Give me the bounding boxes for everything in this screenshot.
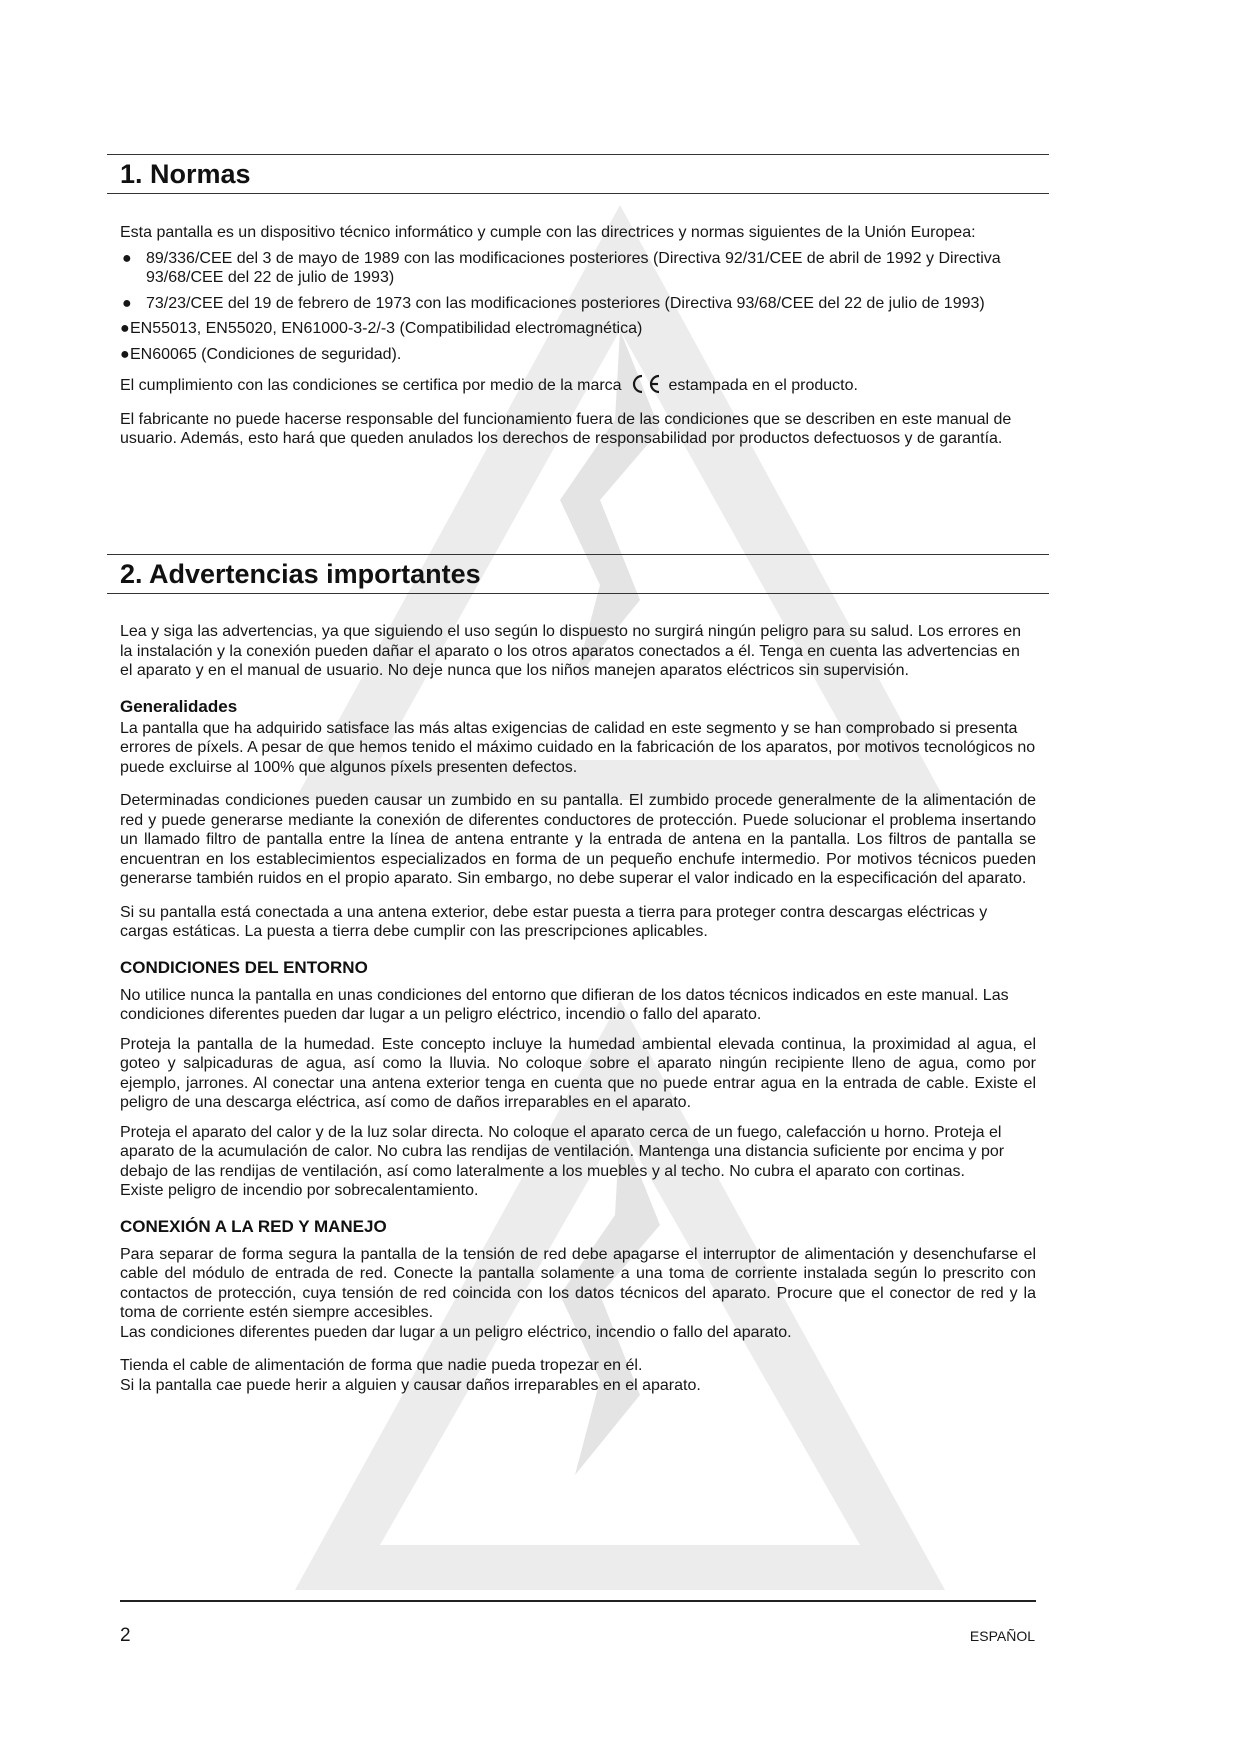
normas-intro: Esta pantalla es un dispositivo técnico informático y cumple con las directrices y normas siguientes de la Unión Europea: bbox=[120, 224, 976, 241]
entorno-paragraph: Existe peligro de incendio por sobrecalentamiento. bbox=[120, 1182, 479, 1199]
entorno-heading: CONDICIONES DEL ENTORNO bbox=[120, 957, 368, 977]
section-2-header bbox=[107, 554, 1049, 594]
conexion-paragraph: Tienda el cable de alimentación de forma que nadie pueda tropezar en él. bbox=[120, 1357, 643, 1374]
normas-bullet: ● 73/23/CEE del 19 de febrero de 1973 con las modificaciones posteriores (Directiva 93/68/CEE del 22 de julio de 1993) bbox=[122, 294, 985, 312]
section-1-header bbox=[107, 154, 1049, 194]
generalidades-paragraph: Si su pantalla está conectada a una antena exterior, debe estar puesta a tierra para proteger contra descargas eléctricas y cargas estáticas. La puesta a tierra debe cumplir con las prescripciones aplicables. bbox=[120, 903, 988, 940]
section-2-title: 2. Advertencias importantes bbox=[120, 559, 481, 589]
bullet-icon: ● bbox=[120, 345, 130, 363]
entorno-paragraph: No utilice nunca la pantalla en unas condiciones del entorno que difieran de los datos técnicos indicados en este manual. Las condiciones diferentes pueden dar lugar a un peligro eléctrico, incendio o fallo del aparato. bbox=[120, 986, 1009, 1023]
normas-bullet: ● 89/336/CEE del 3 de mayo de 1989 con las modificaciones posteriores (Directiva 92/31/CEE de abril de 1992 y Directiva 93/68/CEE del 22 de julio de 1993) bbox=[122, 249, 1001, 286]
generalidades-heading: Generalidades bbox=[120, 696, 238, 716]
language-label: ESPAÑOL bbox=[969, 1628, 1035, 1644]
normas-bullet-compact: ● EN55013, EN55020, EN61000-3-2/-3 (Compatibilidad electromagnética) bbox=[120, 320, 643, 337]
entorno-paragraph: Proteja la pantalla de la humedad. Este concepto incluye la humedad ambiental elevada continua, la proximidad al agua, el goteo y salpicaduras de agua, así como la lluvia. No coloque sobre el aparato ningún recipiente lleno de agua, como por ejemplo, jarrones. Al conectar una antena exterior tenga en cuenta que no puede entrar agua en la entrada de cable. Existe el peligro de una descarga eléctrica, así como de daños irreparables en el aparato. bbox=[120, 1035, 1036, 1111]
generalidades-paragraph: Determinadas condiciones pueden causar un zumbido en su pantalla. El zumbido procede generalmente de la alimentación de red y puede generarse mediante la conexión de diferentes conductores de protección. Puede solucionar el problema insertando un llamado filtro de pantalla entre la línea de antena entrante y la entrada de antena en la pantalla. Los filtros de pantalla se encuentran en los establecimientos especializados en forma de un pequeño enchufe intermedio. Por motivos técnicos pueden generarse también ruidos en el propio aparato. Sin embargo, no debe superar el valor indicado en la especificación del aparato. bbox=[120, 792, 1036, 887]
conexion-paragraph: Si la pantalla cae puede herir a alguien y causar daños irreparables en el aparato. bbox=[120, 1376, 701, 1394]
ce-statement: El cumplimiento con las condiciones se certifica por medio de la marca estampada en el producto. bbox=[120, 374, 1036, 396]
conexion-paragraph: Las condiciones diferentes pueden dar lugar a un peligro eléctrico, incendio o fallo del aparato. bbox=[120, 1323, 792, 1341]
advertencias-intro: Lea y siga las advertencias, ya que siguiendo el uso según lo dispuesto no surgirá ningún peligro para su salud. Los errores en la instalación y la conexión pueden dañar el aparato o los otros aparatos conectados a él. Tenga en cuenta las advertencias en el aparato y en el manual de usuario. No deje nunca que los niños manejen aparatos eléctricos sin supervisión. bbox=[120, 623, 1022, 679]
page-number: 2 bbox=[120, 1625, 131, 1646]
conexion-paragraph: Para separar de forma segura la pantalla de la tensión de red debe apagarse el interruptor de alimentación y desenchufarse el cable del módulo de entrada de red. Conecte la pantalla solamente a una toma de corriente instalada según lo prescrito con contactos de protección, cuya tensión de red coincida con los datos técnicos del aparato. Procure que el conector de red y la toma de corriente estén siempre accesibles. bbox=[120, 1245, 1036, 1321]
bullet-icon: ● bbox=[120, 320, 130, 337]
section-1-body bbox=[120, 223, 1036, 449]
manufacturer-disclaimer: El fabricante no puede hacerse responsable del funcionamiento fuera de las condiciones que se describen en este manual de usuario. Además, esto hará que queden anulados los derechos de responsabilidad por productos defectuosos y de garantía. bbox=[120, 410, 1012, 447]
normas-bullet-compact: ● EN60065 (Condiciones de seguridad). bbox=[120, 345, 402, 363]
conexion-heading: CONEXIÓN A LA RED Y MANEJO bbox=[120, 1216, 387, 1236]
ce-mark-icon bbox=[628, 374, 662, 394]
generalidades-paragraph: La pantalla que ha adquirido satisface las más altas exigencias de calidad en este segmento y se han comprobado si presenta errores de píxels. A pesar de que hemos tenido el máximo cuidado en la fabricación de los aparatos, por motivos tecnológicos no puede excluirse al 100% que algunos píxels presenten defectos. bbox=[120, 719, 1036, 776]
bullet-icon: ● bbox=[122, 294, 132, 312]
footer-divider bbox=[120, 1600, 1036, 1602]
bullet-icon: ● bbox=[122, 249, 132, 267]
section-2-body bbox=[120, 622, 1036, 1395]
section-1-title: 1. Normas bbox=[120, 159, 251, 189]
entorno-paragraph: Proteja el aparato del calor y de la luz solar directa. No coloque el aparato cerca de un fuego, calefacción u horno. Proteja el aparato de la acumulación de calor. No cubra las rendijas de ventilación. Mantenga una distancia suficiente por encima y por debajo de las rendijas de ventilación, así como lateralmente a los muebles y al techo. No cubra el aparato con cortinas. bbox=[120, 1123, 1005, 1180]
